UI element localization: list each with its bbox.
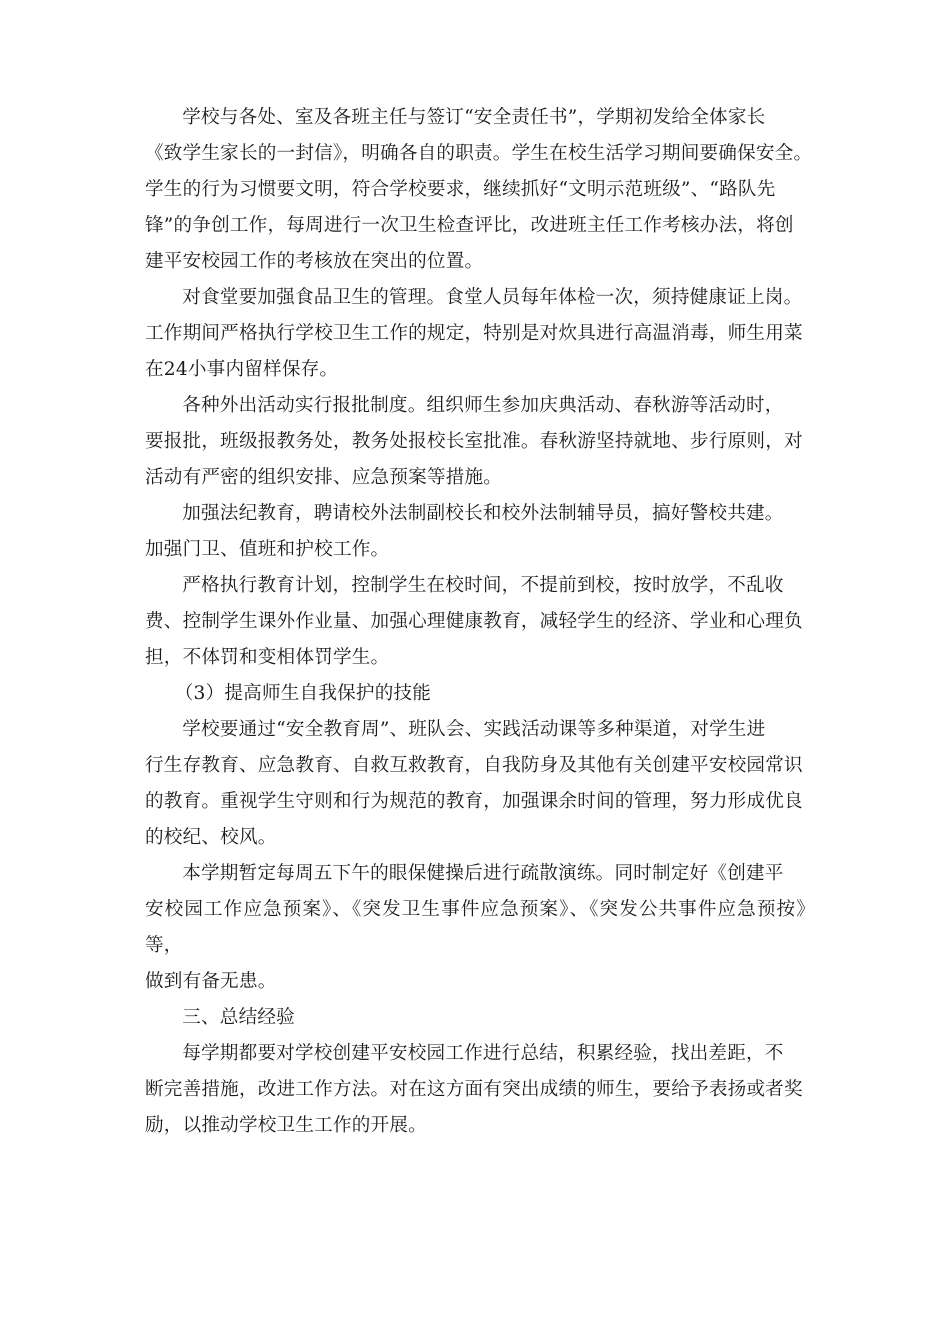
section-heading-summary: 三、总结经验: [182, 1007, 295, 1028]
paragraph-education-plan: 严格执行教育计划，控制学生在校时间，不提前到校，按时放学，不乱收 费、控制学生课外作业量、加强心理健康教育，减轻学生的经济、学业和心理负 担，不体罚和变相体罚学生。: [145, 575, 803, 668]
subheading-self-protection: （3）提高师生自我保护的技能: [174, 683, 432, 704]
paragraph-legal-education: 加强法纪教育，聘请校外法制副校长和校外法制辅导员，搞好警校共建。 加强门卫、值班和护校工作。: [145, 503, 784, 560]
paragraph-safety-week: 学校要通过“安全教育周”、班队会、实践活动课等多种渠道，对学生进 行生存教育、应急教育、自救互救教育，自我防身及其他有关创建平安校园常识 的教育。重视学生守则和行为规范的教育，加强课余时间的管理，努力形成优良 的校纪、校风。: [145, 719, 803, 848]
document-body: [145, 100, 815, 1144]
paragraph-responsibility: 学校与各处、室及各班主任与签订“安全责任书”，学期初发给全体家长 《致学生家长的一封信》，明确各自的职责。学生在校生活学习期间要确保安全。 学生的行为习惯要文明，符合学校要求，继续抓好“文明示范班级”、“路队先 锋”的争创工作，每周进行一次卫生检查评比，改进班主任工作考核办法，将创 建平安校园工作的考核放在突出的位置。: [145, 107, 813, 272]
paragraph-canteen-hygiene: 对食堂要加强食品卫生的管理。食堂人员每年体检一次，须持健康证上岗。 工作期间严格执行学校卫生工作的规定，特别是对炊具进行高温消毒，师生用菜 在24小事内留样保存。: [145, 287, 803, 380]
paragraph-evacuation-drill: 本学期暂定每周五下午的眼保健操后进行疏散演练。同时制定好《创建平 安校园工作应急预案》、《突发卫生事件应急预案》、《突发公共事件应急预按》等， 做到有备无患。: [145, 863, 815, 992]
paragraph-outing-approval: 各种外出活动实行报批制度。组织师生参加庆典活动、春秋游等活动时， 要报批，班级报教务处，教务处报校长室批准。春秋游坚持就地、步行原则，对 活动有严密的组织安排、应急预案等措施。: [145, 395, 803, 488]
paragraph-summary: 每学期都要对学校创建平安校园工作进行总结，积累经验，找出差距，不 断完善措施，改进工作方法。对在这方面有突出成绩的师生，要给予表扬或者奖 励，以推动学校卫生工作的开展。: [145, 1043, 803, 1136]
